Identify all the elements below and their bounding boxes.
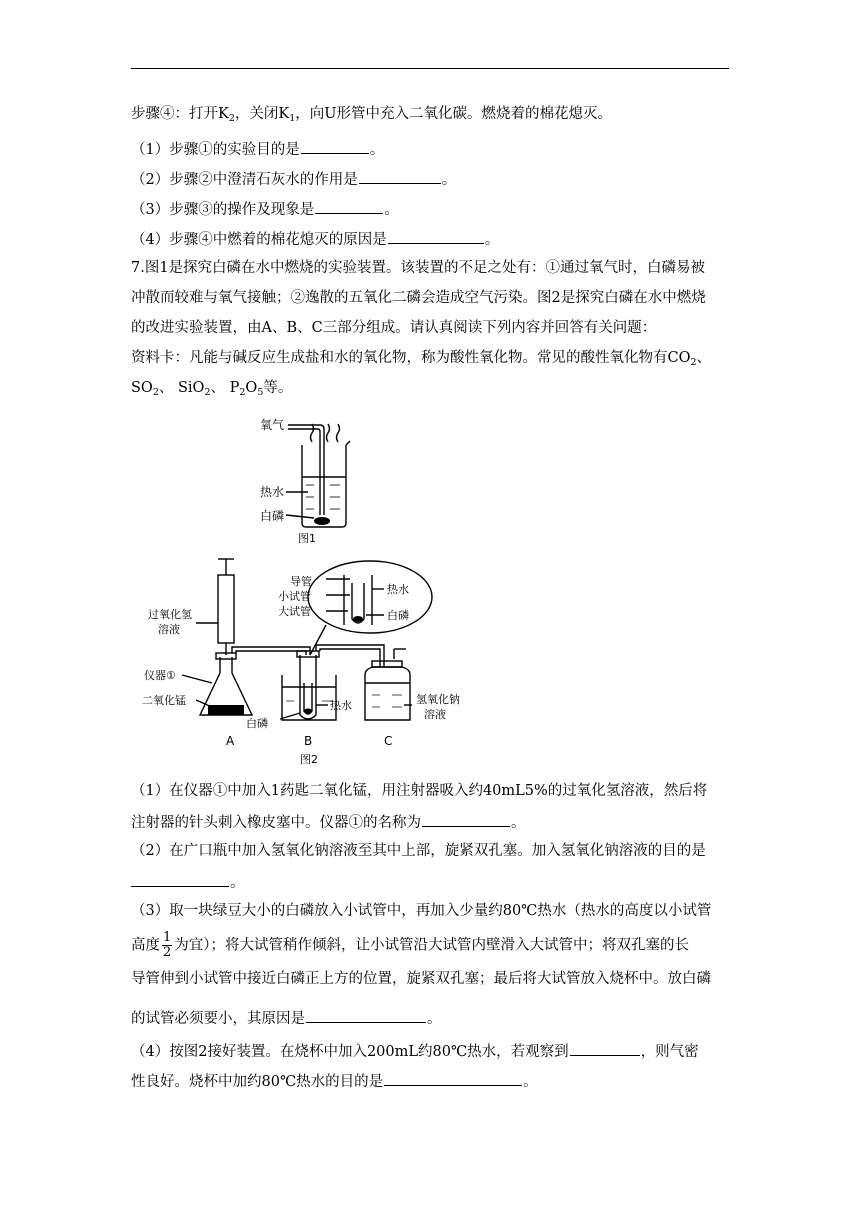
fig2-caption: 图2 [300,753,318,766]
separator: 、 [696,350,712,366]
so2-formula: SO [131,380,153,396]
q6-part3-end: 。 [384,202,399,218]
p2o5-subscript-5: 5 [257,387,264,398]
fig1-caption: 图1 [298,532,316,545]
fig2-label-c: C [384,734,393,748]
q7-part1-text: 注射器的针头刺入橡皮塞中。仪器①的名称为 [131,815,421,831]
fig2-mno2-label: 二氧化锰 [142,694,186,707]
answer-blank[interactable] [384,1070,522,1086]
figure-1 [250,405,360,545]
so2-subscript: 2 [152,387,159,398]
answer-blank[interactable] [570,1040,640,1056]
answer-blank[interactable] [422,811,510,827]
fig2-h2o2-label-2: 溶液 [158,623,180,636]
q7-part3-line1: （3）取一块绿豆大小的白磷放入小试管中，再加入少量约80℃热水（热水的高度以小试管 [131,903,712,919]
fig2-small-tube-label: 小试管 [278,590,311,603]
p2o5-formula-o: O [245,380,258,396]
q7-part3-line2 [131,931,689,960]
fig2-instrument-label: 仪器① [144,669,176,682]
step4-line [131,104,612,124]
fig1-white-p-label: 白磷 [260,509,285,523]
answer-blank[interactable] [306,1007,426,1023]
answer-blank[interactable] [301,138,369,154]
syringe [218,575,234,643]
q7-line1: 7.图1是探究白磷在水中燃烧的实验装置。该装置的不足之处有：①通过氧气时，白磷易被 [131,260,706,276]
manganese-dioxide [208,705,244,715]
step4-text-end: ，向U形管中充入二氧化碳。燃烧着的棉花熄灭。 [295,106,612,122]
answer-blank[interactable] [359,168,441,184]
q6-part4-text: （4）步骤④中燃着的棉花熄灭的原因是 [131,232,387,248]
q7-line3: 的改进实验装置，由A、B、C三部分组成。请认真阅读下列内容并回答有关问题： [131,320,657,336]
step4-text: 步骤④：打开K [131,106,229,122]
q6-part3 [131,198,399,220]
q7-part4-line1 [131,1040,699,1062]
answer-blank[interactable] [131,871,229,887]
q7-part4-text-2: 性良好。烧杯中加约80℃热水的目的是 [131,1074,384,1090]
q7-part2-line1: （2）在广口瓶中加入氢氧化钠溶液至其中上部，旋紧双孔塞。加入氢氧化钠溶液的目的是 [131,843,706,859]
fraction-half [162,931,172,960]
k2-subscript: 2 [228,113,235,124]
info-card-line1 [131,348,711,368]
q7-part3-line3: 导管伸到小试管中接近白磷正上方的位置，旋紧双孔塞；最后将大试管放入烧杯中。放白磷 [131,971,711,987]
q7-part3-line4 [131,1007,442,1029]
q7-part3-end: 。 [427,1011,442,1027]
q7-part4-end: 。 [523,1074,538,1090]
q6-part4-end: 。 [484,232,500,248]
q6-part1-text: （1）步骤①的实验目的是 [131,142,300,158]
q7-part2-end: 。 [230,875,245,891]
q7-line2: 冲散而较难与氧气接触；②逸散的五氧化二磷会造成空气污染。图2是探究白磷在水中燃烧 [131,290,706,306]
step4-text-mid: ，关闭K [234,106,290,122]
sio2-subscript: 2 [204,387,211,398]
q7-part2-line2 [131,871,245,893]
fig2-label-b: B [304,734,313,748]
q6-part3-text: （3）步骤③的操作及现象是 [131,202,315,218]
fig2-white-p-label: 白磷 [246,717,268,730]
q7-part1-line1: （1）在仪器①中加入1药匙二氧化锰，用注射器吸入约40mL5%的过氧化氢溶液，然后将 [131,783,708,799]
fig2-label-a: A [226,734,235,748]
q7-part1-end: 。 [511,815,526,831]
q6-part2-text: （2）步骤②中澄清石灰水的作用是 [131,172,358,188]
q6-part1 [131,138,384,160]
fig2-zoom-hot-water-label: 热水 [387,583,409,596]
fraction-denominator: 2 [163,945,172,960]
zoom-bubble [308,561,432,633]
q7-part4-line2 [131,1070,538,1092]
q7-part3-text: 的试管必须要小，其原因是 [131,1011,305,1027]
fig2-zoom-white-p-label: 白磷 [387,609,409,622]
figure-2 [140,555,485,770]
fig2-big-tube-label: 大试管 [278,605,311,618]
white-phosphorus [314,517,330,525]
info-card-text: 资料卡：凡能与碱反应生成盐和水的氧化物，称为酸性氧化物。常见的酸性氧化物有CO [131,350,691,366]
q7-part3-height: 高度 [131,937,160,954]
fig2-hot-water-label: 热水 [330,699,352,712]
co2-subscript: 2 [690,357,697,368]
q6-part2-end: 。 [441,172,457,188]
answer-blank[interactable] [315,198,383,214]
header-rule [131,68,729,69]
fig2-naoh-label-2: 溶液 [424,708,446,721]
fig2-h2o2-label: 过氧化氢 [148,608,192,621]
p2o5-subscript-2: 2 [239,387,246,398]
q6-part1-end: 。 [369,142,385,158]
fig2-naoh-label: 氢氧化钠 [416,693,460,706]
q6-part2 [131,168,456,190]
oxygen-tube [288,425,324,515]
q7-part4-text-b: ，则气密 [640,1044,699,1060]
fig2-tube-label: 导管 [290,575,312,588]
answer-blank[interactable] [388,228,484,244]
k1-subscript: 1 [289,113,296,124]
info-card-line2 [131,378,292,398]
gas-bottle-c [365,667,410,720]
sio2-formula: SiO [177,380,205,396]
info-card-end: 等。 [263,380,293,396]
fig1-oxygen-label: 氧气 [260,418,285,432]
q7-part4-text: （4）按图2接好装置。在烧杯中加入200mL约80℃热水，若观察到 [131,1044,569,1060]
separator: 、 [158,380,174,396]
fig1-hot-water-label: 热水 [260,485,285,499]
fraction-numerator: 1 [163,930,172,945]
q6-part4 [131,228,499,250]
q7-part1-line2 [131,811,526,833]
q7-part3-line2-rest: 为宜）；将大试管稍作倾斜，让小试管沿大试管内壁滑入大试管中；将双孔塞的长 [174,937,690,954]
p2o5-formula-p: P [229,380,240,396]
separator: 、 [210,380,225,396]
